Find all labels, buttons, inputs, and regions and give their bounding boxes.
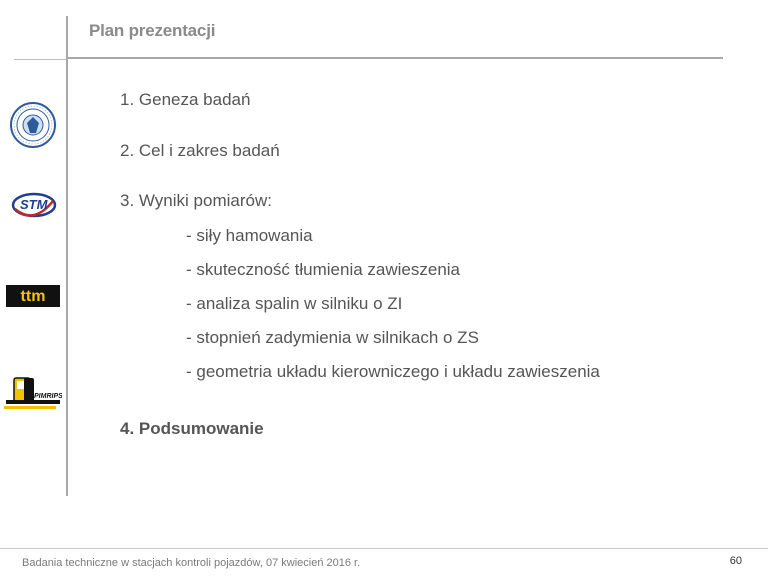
stm-logo-text: STM — [20, 197, 48, 212]
agenda-item-2: 2. Cel i zakres badań — [120, 141, 280, 160]
ttm-logo-text: ttm — [20, 288, 46, 305]
subitem-smoke: - stopnień zadymienia w silnikach o ZS — [186, 328, 479, 347]
footer-text: Badania techniczne w stacjach kontroli pojazdów, 07 kwiecień 2016 r. — [22, 557, 361, 569]
subitem-brake-forces: - siły hamowania — [186, 226, 313, 245]
stm-logo — [11, 187, 57, 228]
university-seal-logo — [9, 101, 57, 154]
left-rule — [14, 59, 66, 60]
footer-divider — [0, 548, 768, 549]
slide-title: Plan prezentacji — [89, 21, 216, 40]
agenda-item-1: 1. Geneza badań — [120, 90, 251, 109]
vertical-divider — [66, 16, 68, 496]
subitem-exhaust: - analiza spalin w silniku o ZI — [186, 294, 403, 313]
agenda-item-4: 4. Podsumowanie — [120, 419, 264, 438]
ttm-logo — [6, 285, 60, 312]
subitem-geometry: - geometria układu kierowniczego i układu zawieszenia — [186, 362, 600, 381]
agenda-item-3: 3. Wyniki pomiarów: — [120, 191, 272, 210]
pimrips-logo-text: PIMRIPS — [34, 393, 62, 400]
subitem-damping: - skuteczność tłumienia zawieszenia — [186, 260, 461, 279]
title-underline — [66, 57, 723, 59]
page-number: 60 — [729, 555, 742, 567]
pimrips-logo — [4, 376, 62, 417]
